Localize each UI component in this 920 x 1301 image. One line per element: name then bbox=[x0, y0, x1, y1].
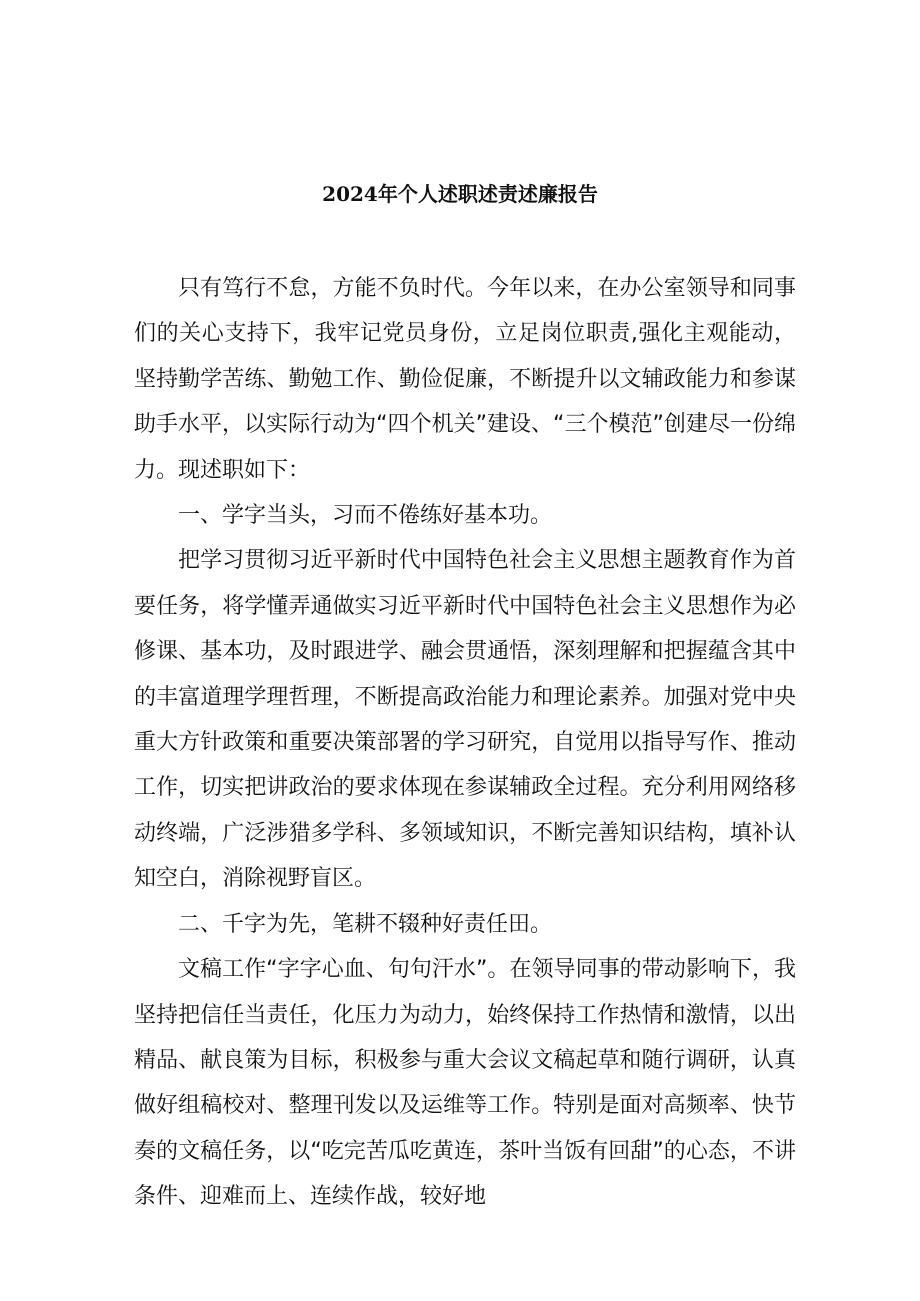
paragraph-intro: 只有笃行不怠，方能不负时代。今年以来，在办公室领导和同事们的关心支持下，我牢记党员身份，立足岗位职责,强化主观能动，坚持勤学苦练、勤勉工作、勤俭促廉，不断提升以文辅政能力和参谋助手水平，以实际行动为“四个机关”建设、“三个模范”创建尽一份绵力。现述职如下： bbox=[134, 276, 796, 483]
document-body bbox=[134, 266, 796, 1220]
paragraph-section-1: 把学习贯彻习近平新时代中国特色社会主义思想主题教育作为首要任务，将学懂弄通做实习近平新时代中国特色社会主义思想作为必修课、基本功，及时跟进学、融会贯通悟，深刻理解和把握蕴含其中的丰富道理学理哲理，不断提高政治能力和理论素养。加强对党中央重大方针政策和重要决策部署的学习研究，自觉用以指导写作、推动工作，切实把讲政治的要求体现在参谋辅政全过程。充分利用网络移动终端，广泛涉猎多学科、多领域知识，不断完善知识结构，填补认知空白，消除视野盲区。 bbox=[134, 548, 796, 892]
paragraph-section-2: 文稿工作“字字心血、句句汗水”。在领导同事的带动影响下，我坚持把信任当责任，化压力为动力，始终保持工作热情和激情，以出精品、献良策为目标，积极参与重大会议文稿起草和随行调研，认真做好组稿校对、整理刊发以及运维等工作。特别是面对高频率、快节奏的文稿任务，以“吃完苦瓜吃黄连，茶叶当饭有回甜”的心态，不讲条件、迎难而上、连续作战，较好地 bbox=[134, 957, 796, 1210]
document-title: 2024年个人述职述责述廉报告 bbox=[322, 182, 598, 206]
section-heading-1: 一、学字当头，习而不倦练好基本功。 bbox=[178, 503, 553, 529]
section-heading-2: 二、千字为先，笔耕不辍种好责任田。 bbox=[178, 911, 553, 937]
